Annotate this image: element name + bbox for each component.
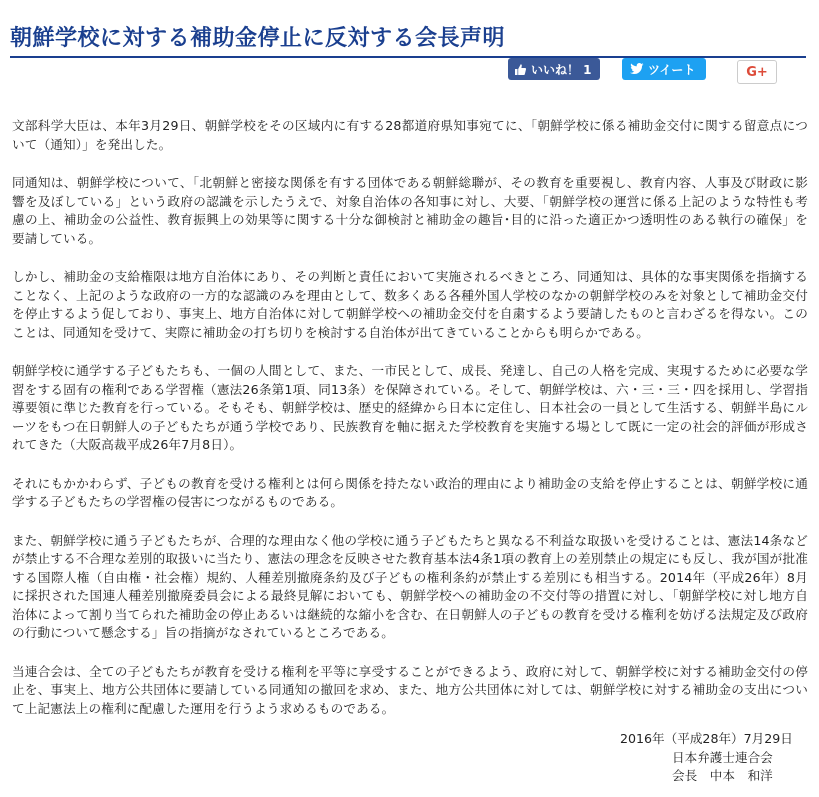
- signature-block: [620, 730, 793, 786]
- tweet-button[interactable]: [622, 58, 706, 80]
- paragraph: 朝鮮学校に通学する子どもたちも、一個の人間として、また、一市民として、成長、発達し、自己の人格を完成、実現するために必要な学習をする固有の権利である学習権（憲法26条第1項、同13条）を保障されている。そして、朝鮮学校は、六・三・三・四を採用し、学習指導要領に準じた教育を行っている。そもそも、朝鮮学校は、歴史的経緯から日本に定住し、日本社会の一員として生活する、朝鮮半島にルーツをもつ在日朝鮮人の子どもたちが通う学校であり、民族教育を軸に据えた学校教育を実施する場として既に一定の社会的評価が形成されてきた（大阪高裁平成26年7月8日）。: [12, 363, 808, 452]
- paragraph: また、朝鮮学校に通う子どもたちが、合理的な理由なく他の学校に通う子どもたちと異なる不利益な取扱いを受けることは、憲法14条などが禁止する不合理な差別的取扱いに当たり、憲法の理念を反映させた教育基本法4条1項の教育上の差別禁止の規定にも反し、我が国が批准する国際人権（自由権・社会権）規約、人種差別撤廃条約及び子どもの権利条約が禁止する差別にも相当する。2014年（平成26年）8月に採択された国連人種差別撤廃委員会による最終見解においても、朝鮮学校への補助金の不交付等の措置に対し、「朝鮮学校に対し地方自治体によって割り当てられた補助金の停止あるいは継続的な縮小を含む、在日朝鮮人の子どもの教育を受ける権利を妨げる法規定及び政府の行動について懸念する」旨の指摘がなされているところである。: [12, 532, 808, 640]
- like-label: いいね！ 1: [531, 62, 592, 77]
- paragraph: 同通知は、朝鮮学校について、「北朝鮮と密接な関係を有する団体である朝鮮総聯が、その教育を重要視し、教育内容、人事及び財政に影響を及ぼしている」という政府の認識を示したうえで、対象自治体の各知事に対し、大要、「朝鮮学校の運営に係る上記のような特性も考慮の上、補助金の公益性、教育振興上の効果等に関する十分な御検討と補助金の趣旨･目的に沿った適正かつ透明性のある執行の確保」を要請している。: [12, 175, 808, 246]
- facebook-like-button[interactable]: [508, 58, 600, 80]
- thumbs-up-icon: [514, 63, 527, 76]
- tweet-label: ツイート: [648, 62, 696, 77]
- signature-date: 2016年（平成28年）7月29日: [620, 731, 793, 746]
- signature-name: 会長 中本 和洋: [672, 768, 773, 783]
- paragraph: それにもかかわらず、子どもの教育を受ける権利とは何ら関係を持たない政治的理由により補助金の支給を停止することは、朝鮮学校に通学する子どもたちの学習権の侵害につながるものである。: [12, 475, 808, 509]
- twitter-bird-icon: [630, 63, 644, 75]
- paragraph: しかし、補助金の支給権限は地方自治体にあり、その判断と責任において実施されるべきところ、同通知は、具体的な事実関係を指摘することなく、上記のような政府の一方的な認識のみを理由として、数多くある各種外国人学校のなかの朝鮮学校のみを対象として補助金交付を停止するよう促しており、事実上、地方自治体に対して朝鮮学校への補助金交付を自粛するよう要請したものと言わざるを得ない。このことは、同通知を受けて、実際に補助金の打ち切りを検討する自治体が出てきていることからも明らかである。: [12, 269, 808, 340]
- google-plus-icon: G+: [746, 64, 768, 80]
- paragraph: 文部科学大臣は、本年3月29日、朝鮮学校をその区域内に有する28都道府県知事宛てに、「朝鮮学校に係る補助金交付に関する留意点について（通知）」を発出した。: [12, 118, 808, 152]
- signature-org: 日本弁護士連合会: [672, 749, 773, 765]
- paragraph: 当連合会は、全ての子どもたちが教育を受ける権利を平等に享受することができるよう、政府に対して、朝鮮学校に対する補助金交付の停止を、事実上、地方公共団体に要請している同通知の撤回を求め、また、地方公共団体に対しては、朝鮮学校に対する補助金の支出について上記憲法上の権利に配慮した運用を行うよう求めるものである。: [12, 663, 808, 716]
- page-title: 朝鮮学校に対する補助金停止に反対する会長声明: [10, 21, 806, 58]
- google-plus-button[interactable]: [737, 60, 777, 84]
- statement-body: [12, 117, 808, 738]
